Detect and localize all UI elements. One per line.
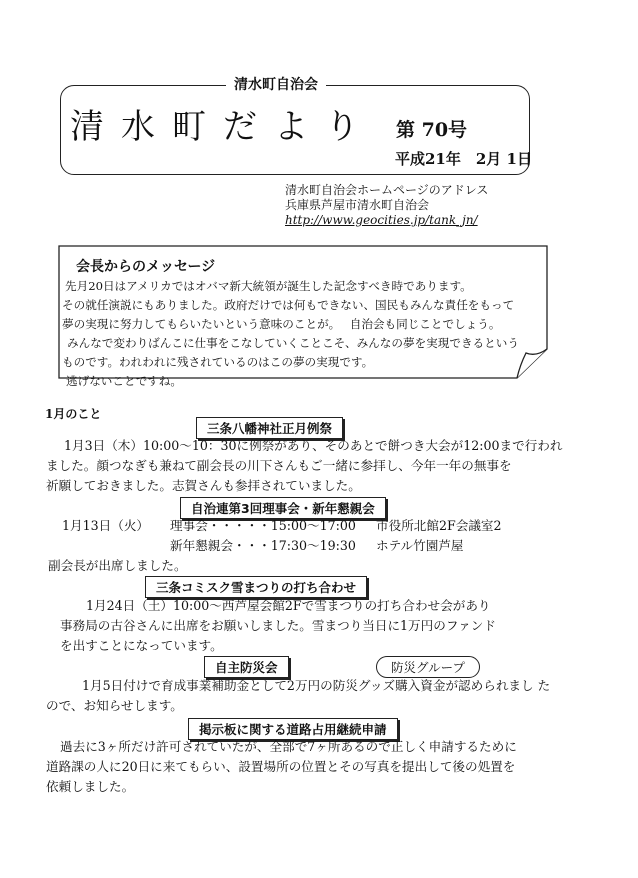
section-body-shrine-festival (46, 436, 562, 496)
month-heading: 1月のこと (45, 407, 102, 421)
section-title-disaster-prevention: 自主防災会 (204, 656, 289, 678)
schedule-place: 市役所北館2F会議室2 (376, 518, 502, 533)
meeting-date: 1月13日（火） (62, 518, 150, 533)
body-line: 依頼しました。 (46, 779, 135, 794)
schedule-event: 新年懇親会・・・17:30～19:30 (170, 538, 356, 553)
body-line: 1月24日（土）10:00～西芦屋会館2Fで雪まつりの打ち合わせ会があり (86, 598, 491, 613)
body-line: を出すことになっています。 (60, 638, 223, 653)
website-caption: 清水町自治会ホームページのアドレス (285, 183, 489, 197)
schedule-place: ホテル竹園芦屋 (376, 538, 464, 553)
section-body-snow-festival (46, 596, 496, 656)
message-line: 先月20日はアメリカではオバマ新大統領が誕生した記念すべき時であります。 (65, 279, 472, 293)
newsletter-title: 清水町だより (70, 107, 376, 147)
org-name: 清水町自治会 (226, 74, 326, 94)
message-line: その就任演説にもありました。政府だけでは何もできない、国民もみんな責任をもって (62, 298, 515, 312)
meeting-note: 副会長が出席しました。 (48, 558, 187, 573)
section-body-road-permit (46, 737, 517, 797)
message-line: 逃げないことですね。 (66, 374, 182, 388)
schedule-event: 理事会・・・・・15:00～17:00 (170, 518, 356, 533)
body-line: 1月5日付けで育成事業補助金として2万円の防災グッズ購入資金が認められまし た (82, 678, 551, 693)
website-url[interactable]: http://www.geocities.jp/tank_jn/ (285, 213, 478, 227)
body-line: 道路課の人に20日に来てもらい、設置場所の位置とその写真を提出して後の処置を (46, 759, 516, 774)
body-line: ので、お知らせします。 (46, 698, 183, 713)
message-body (62, 277, 519, 391)
website-org: 兵庫県芦屋市清水町自治会 (285, 198, 430, 212)
section-title-shrine-festival: 三条八幡神社正月例祭 (196, 417, 343, 439)
issue-number: 第 70号 (396, 119, 468, 141)
body-line: ました。顔つなぎも兼ねて副会長の川下さんもご一緒に参拝し、今年一年の無事を (46, 458, 512, 473)
section-title-road-permit: 掲示板に関する道路占用継続申請 (188, 718, 398, 740)
message-line: 夢の実現に努力してもらいたいという意味のことが。 自治会も同じことでしょう。 (62, 317, 501, 331)
section-title-snow-festival: 三条コミスク雪まつりの打ち合わせ (145, 576, 367, 598)
body-line: 過去に3ヶ所だけ許可されていたが、全部で7ヶ所あるので正しく申請するために (60, 739, 517, 754)
meeting-schedule (0, 516, 638, 576)
website-info (285, 183, 488, 228)
message-title: 会長からのメッセージ (76, 259, 216, 275)
body-line: 祈願しておきました。志賀さんも参拝されていました。 (46, 478, 361, 493)
section-body-disaster-prevention (46, 676, 550, 716)
disaster-group-tag: 防災グループ (376, 656, 480, 678)
message-line: ものです。われわれに残されているのはこの夢の実現です。 (62, 355, 374, 369)
body-line: 事務局の古谷さんに出席をお願いしました。雪まつり当日に1万円のファンド (60, 618, 496, 633)
section-title-board-meeting: 自治連第3回理事会・新年懇親会 (180, 497, 386, 519)
body-line: 1月3日（木）10:00～10：30に例祭があり、そのあとで餅つき大会が12:00まで行われ (64, 438, 563, 453)
message-line: みんなで変わりばんこに仕事をこなしていくことこそ、みんなの夢を実現できるという (67, 336, 519, 350)
issue-date: 平成21年 2月 1日 (395, 150, 532, 168)
